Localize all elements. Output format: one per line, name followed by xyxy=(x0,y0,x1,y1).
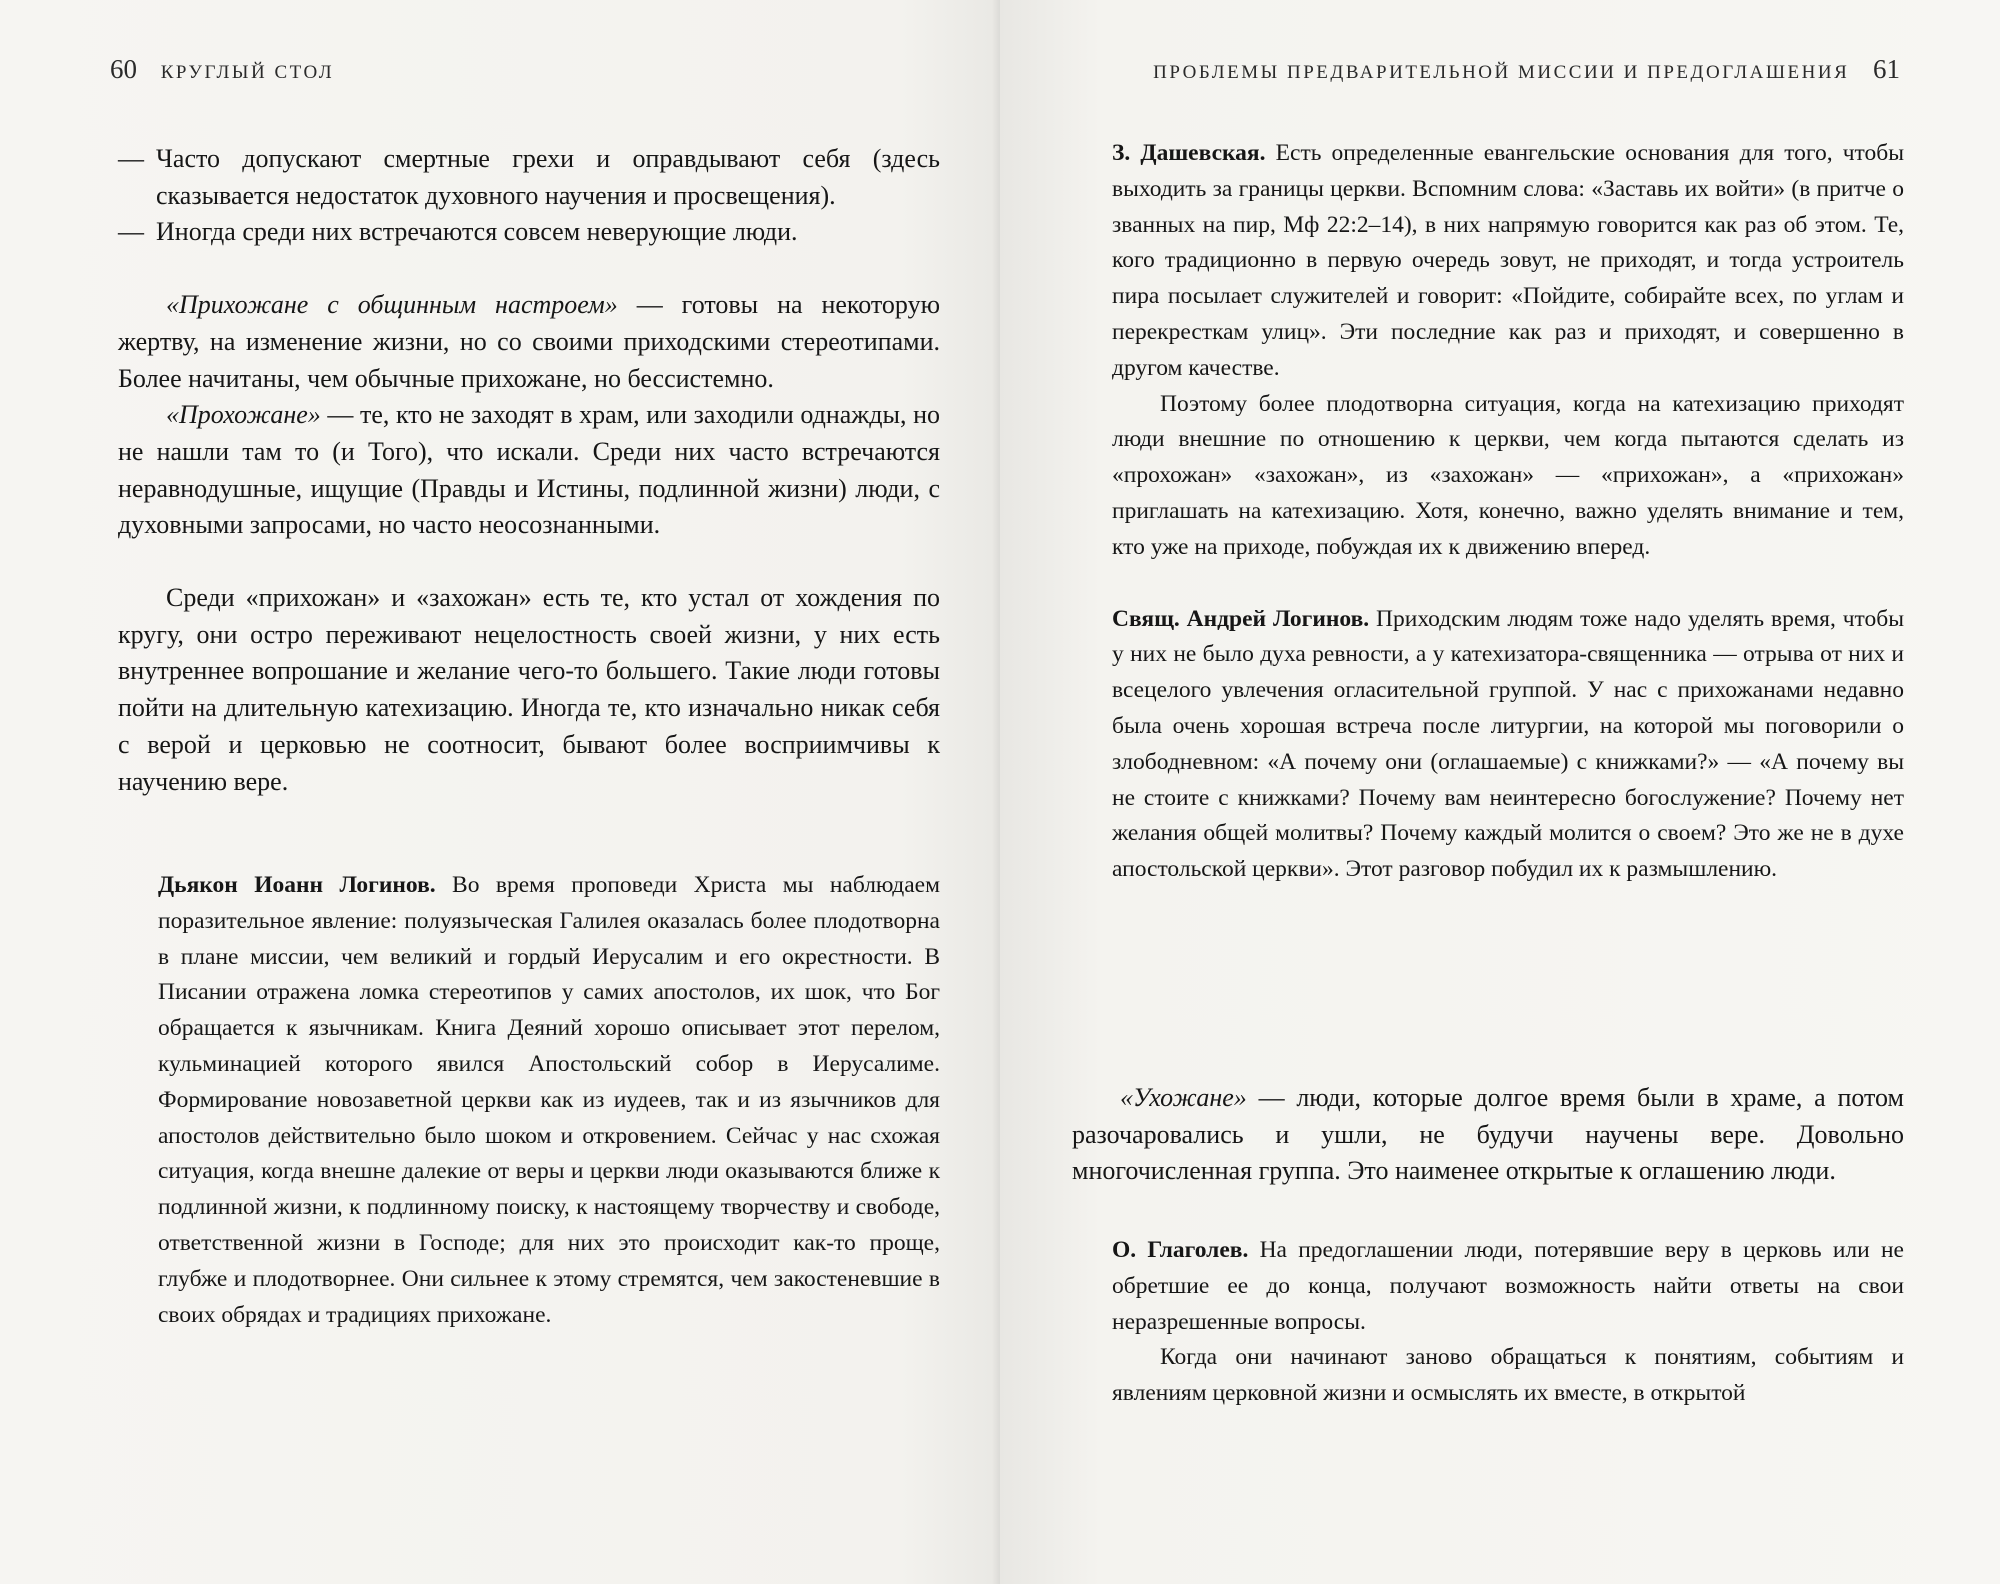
dash-item-text: Иногда среди них встречаются совсем неверующие люди. xyxy=(156,217,798,247)
remark-paragraph xyxy=(1112,136,1904,387)
dash-mark: — xyxy=(118,217,144,247)
paragraph-text: — те, кто не заходят в храм, или заходили однажды, но не нашли там то (и Того), что искали. Среди них часто встречаются неравнодушные, ищущие (Правды и Истины, подлинной жизни) люди, с духовными запросами, но часто неосознанными. xyxy=(118,400,940,540)
right-page xyxy=(1000,0,2000,1584)
paragraph: Среди «прихожан» и «захожан» есть те, кто устал от хождения по кругу, они остро переживают нецелостность своей жизни, у них есть внутреннее вопрошание и желание чего-то большего. Такие люди готовы пойти на длительную катехизацию. Иногда те, кто изначально никак себя с верой и церковью не соотносит, бывают более восприимчивы к научению вере. xyxy=(118,583,940,796)
left-remark xyxy=(158,868,940,1333)
dash-item-text: Часто допускают смертные грехи и оправдывают себя (здесь сказывается недостаток духовного научения и просвещения). xyxy=(156,144,940,210)
right-running-title: ПРОБЛЕМЫ ПРЕДВАРИТЕЛЬНОЙ МИССИИ И ПРЕДОГЛАШЕНИЯ xyxy=(1153,62,1850,83)
remark-paragraph: Поэтому более плодотворна ситуация, когда на катехизацию приходят люди внешние по отношению к церкви, чем когда пытаются сделать из «прохожан» «захожан», из «захожан» — «прихожан», а «прихожан» приглашать на катехизацию. Хотя, конечно, важно уделять внимание и тем, кто уже на приходе, побуждая их к движению вперед. xyxy=(1112,390,1904,560)
remark-text: Во время проповеди Христа мы наблюдаем поразительное явление: полуязыческая Галилея оказалась более плодотворна в плане миссии, чем великий и гордый Иерусалим и его окрестности. В Писании отражена ломка стереотипов у самих апостолов, их шок, что Бог обращается к язычникам. Книга Деяний хорошо описывает этот перелом, кульминацией которого явился Апостольский собор в Иерусалиме. Формирование новозаветной церкви как из иудеев, так и из язычников для апостолов действительно было шоком и откровением. Сейчас у нас схожая ситуация, когда внешне далекие от веры и церкви люди оказываются ближе к подлинной жизни, к подлинному поиску, к настоящему творчеству и свободе, ответственной жизни в Господе; для них это происходит как-то проще, глубже и плодотворнее. Они сильнее к этому стремятся, чем закостеневшие в своих обрядах и традициях прихожане. xyxy=(158,872,940,1328)
remark-text: Есть определенные евангельские основания для того, чтобы выходить за границы церкви. Вспомним слова: «Заставь их войти» (в притче о званных на пир, Мф 22:2–14), в них напрямую говорится как раз об этом. Те, кого традиционно в первую очередь зовут, не приходят, и тогда устроитель пира посылает служителей и говорит: «Пойдите, собирайте всех, по углам и перекресткам улиц». Эти последние как раз и приходят, и совершенно в другом качестве. xyxy=(1112,140,1904,381)
left-running-title: КРУГЛЫЙ СТОЛ xyxy=(160,62,335,83)
dash-mark: — xyxy=(118,144,144,173)
paragraph xyxy=(1072,1080,1904,1190)
right-remark-1 xyxy=(1112,136,1904,888)
remark-paragraph xyxy=(1112,1233,1904,1340)
dash-item xyxy=(118,214,940,251)
speaker-name: З. Дашевская. xyxy=(1112,140,1266,166)
term: «Ухожане» xyxy=(1120,1083,1247,1112)
left-body xyxy=(118,141,940,800)
speaker-name: Дьякон Иоанн Логинов. xyxy=(158,872,436,898)
dash-item xyxy=(118,141,940,214)
paragraph-text: — люди, которые долгое время были в храме, а потом разочаровались и ушли, не будучи научены вере. Довольно многочисленная группа. Это наименее открытые к оглашению люди. xyxy=(1072,1083,1904,1186)
right-running-head xyxy=(1153,54,1900,85)
remark-paragraph xyxy=(1112,602,1904,888)
speaker-name: О. Глаголев. xyxy=(1112,1237,1249,1263)
remark-text: Приходским людям тоже надо уделять время, чтобы у них не было духа ревности, а у катехизатора-священника — отрыва от них и всецелого увлечения огласительной группой. У нас с прихожанами недавно была очень хорошая встреча после литургии, на которой мы поговорили о злободневном: «А почему они (оглашаемые) с книжками?» — «А почему вы не стоите с книжками? Почему вам неинтересно богослужение? Почему нет желания общей молитвы? Почему каждый молится о своем? Это же не в духе апостольской церкви». Этот разговор побудил их к размышлению. xyxy=(1112,605,1904,883)
paragraph xyxy=(118,287,940,397)
left-running-head xyxy=(110,54,334,85)
right-remark-3 xyxy=(1112,1233,1904,1412)
remark-paragraph xyxy=(158,868,940,1333)
term: «Прохожане» xyxy=(166,400,321,430)
term: «Прихожане с общинным настроем» xyxy=(166,290,618,320)
right-body xyxy=(1072,1080,1904,1190)
speaker-name: Свящ. Андрей Логинов. xyxy=(1112,605,1370,632)
paragraph-text: — готовы на некоторую жертву, на изменение жизни, но со своими приходскими стереотипами. Более начитаны, чем обычные прихожане, но бессистемно. xyxy=(118,290,940,393)
remark-paragraph: Когда они начинают заново обращаться к понятиям, событиям и явлениям церковной жизни и осмыслять их вместе, в открытой xyxy=(1112,1344,1904,1407)
left-page-number: 60 xyxy=(110,54,137,84)
right-page-number: 61 xyxy=(1873,54,1900,84)
paragraph xyxy=(118,397,940,544)
remark-text: На предоглашении люди, потерявшие веру в церковь или не обретшие ее до конца, получают возможность найти ответы на свои неразрешенные вопросы. xyxy=(1112,1237,1904,1335)
